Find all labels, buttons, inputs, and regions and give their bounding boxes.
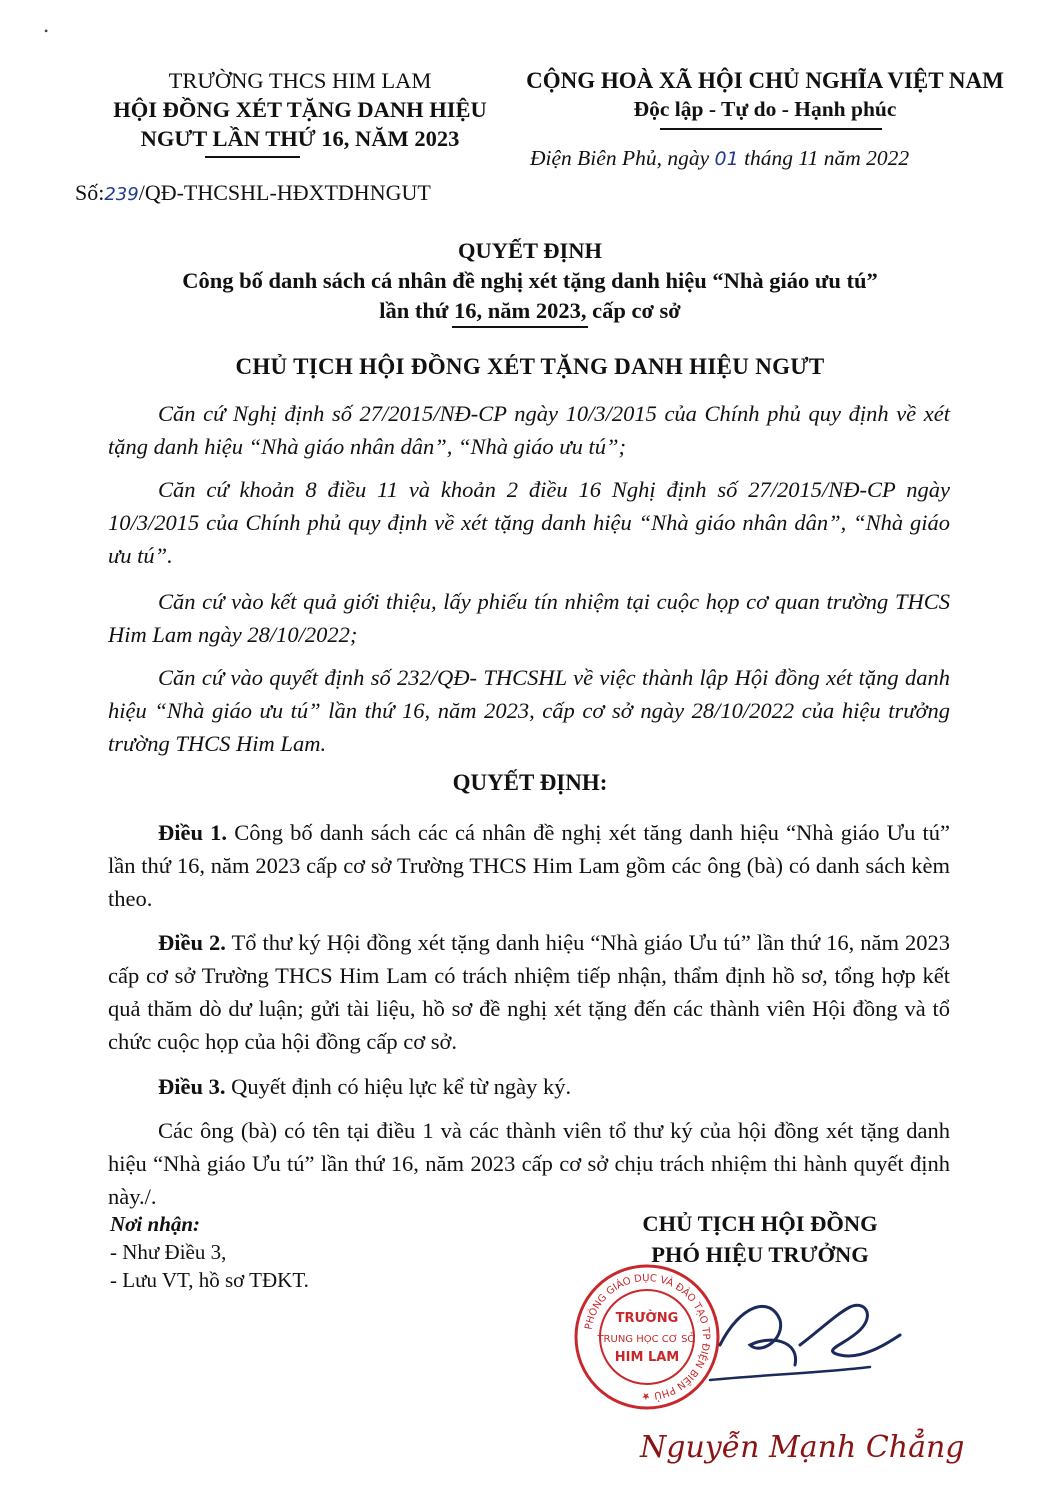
date-suffix: tháng 11 năm 2022: [744, 146, 910, 170]
authority-heading: CHỦ TỊCH HỘI ĐỒNG XÉT TẶNG DANH HIỆU NGƯT: [235, 354, 825, 379]
council-name-line1: HỘI ĐỒNG XÉT TẶNG DANH HIỆU: [113, 97, 487, 122]
council-name-line2: NGƯT LẦN THỨ 16, NĂM 2023: [140, 126, 460, 151]
basis-paragraph: Căn cứ Nghị định số 27/2015/NĐ-CP ngày 10/3/2015 của Chính phủ quy định về xét tặng danh hiệu “Nhà giáo nhân dân”, “Nhà giáo ưu tú”;: [108, 401, 950, 459]
handwritten-signature: [700, 1285, 920, 1385]
document-title: QUYẾT ĐỊNH: [458, 238, 602, 263]
basis-paragraph: Căn cứ vào kết quả giới thiệu, lấy phiếu tín nhiệm tại cuộc họp cơ quan trường THCS Him Lam ngày 28/10/2022;: [108, 589, 950, 647]
recipients-heading: Nơi nhận:: [110, 1212, 201, 1236]
document-title-block: [60, 236, 1000, 326]
article-2: [108, 926, 950, 1058]
doc-number-suffix: /QĐ-THCSHL-HĐXTDHNGUT: [138, 180, 431, 205]
decision-heading: QUYẾT ĐỊNH:: [452, 770, 608, 795]
signature-title-line1: CHỦ TỊCH HỘI ĐỒNG: [642, 1211, 878, 1236]
signature-title-line2: PHÓ HIỆU TRƯỞNG: [651, 1242, 869, 1267]
document-number: [75, 180, 431, 206]
basis-paragraph: Căn cứ khoản 8 điều 11 và khoản 2 điều 16 Nghị định số 27/2015/NĐ-CP ngày 10/3/2015 của Chính phủ quy định về xét tặng danh hiệu “Nhà giáo nhân dân”, “Nhà giáo ưu tú”.: [108, 477, 950, 568]
article-label: Điều 3.: [158, 1074, 226, 1099]
doc-number-prefix: Số:: [75, 180, 105, 205]
signature-title: [565, 1208, 955, 1270]
school-name: TRƯỜNG THCS HIM LAM: [168, 68, 432, 93]
closing-paragraph: Các ông (bà) có tên tại điều 1 và các thành viên tổ thư ký của hội đồng xét tặng danh hiệu “Nhà giáo Ưu tú” lần thứ 16, năm 2023 cấp cơ sở chịu trách nhiệm thi hành quyết định này./.: [108, 1118, 950, 1209]
date-day-handwritten: 01: [714, 148, 739, 170]
document-subtitle-line2: lần thứ 16, năm 2023, cấp cơ sở: [379, 298, 681, 323]
article-text: Quyết định có hiệu lực kể từ ngày ký.: [225, 1074, 572, 1099]
article-text: Tổ thư ký Hội đồng xét tặng danh hiệu “Nhà giáo Ưu tú” lần thứ 16, năm 2023 cấp cơ sở Trường THCS Him Lam có trách nhiệm tiếp nhận, thẩm định hồ sơ, tổng hợp kết quả thăm dò dư luận; gửi tài liệu, hồ sơ đề nghị xét tặng đến các thành viên Hội đồng và tổ chức cuộc họp của hội đồng cấp cơ sở.: [108, 930, 951, 1054]
title-underline: [452, 326, 588, 328]
issue-date: [530, 146, 909, 171]
national-motto: Độc lập - Tự do - Hạnh phúc: [633, 97, 897, 121]
recipients-block: [110, 1210, 309, 1294]
doc-number-handwritten: 239: [104, 184, 139, 205]
signer-name: Nguyễn Mạnh Chẳng: [640, 1430, 965, 1465]
issuer-underline: [205, 156, 300, 158]
article-label: Điều 2.: [158, 930, 226, 955]
svg-text:TRƯỜNG: TRƯỜNG: [615, 1311, 679, 1326]
national-header: [500, 66, 1030, 124]
scan-dot: •: [44, 24, 49, 38]
svg-text:PHÒNG GIÁO DỤC VÀ ĐÀO TẠO TP Đ: PHÒNG GIÁO DỤC VÀ ĐÀO TẠO TP ĐIỆN BIÊN PHỦ ★: [583, 1272, 712, 1402]
article-label: Điều 1.: [158, 820, 228, 845]
motto-underline: [660, 128, 882, 130]
recipient-item: - Lưu VT, hồ sơ TĐKT.: [110, 1268, 309, 1292]
article-1: [108, 816, 950, 915]
issuer-header: [60, 66, 540, 153]
svg-text:HIM LAM: HIM LAM: [614, 1350, 680, 1365]
basis-paragraph: Căn cứ vào quyết định số 232/QĐ- THCSHL về việc thành lập Hội đồng xét tặng danh hiệu “Nhà giáo ưu tú” lần thứ 16, năm 2023, cấp cơ sở ngày 28/10/2022 của hiệu trưởng trường THCS Him Lam.: [108, 665, 950, 756]
date-prefix: Điện Biên Phủ, ngày: [530, 146, 710, 170]
svg-text:TRUNG HỌC CƠ SỞ: TRUNG HỌC CƠ SỞ: [597, 1334, 697, 1345]
article-text: Công bố danh sách các cá nhân đề nghị xét tăng danh hiệu “Nhà giáo Ưu tú” lần thứ 16, năm 2023 cấp cơ sở Trường THCS Him Lam gồm các ông (bà) có danh sách kèm theo.: [108, 820, 950, 911]
document-subtitle-line1: Công bố danh sách cá nhân đề nghị xét tặng danh hiệu “Nhà giáo ưu tú”: [182, 268, 878, 293]
country-name: CỘNG HOÀ XÃ HỘI CHỦ NGHĨA VIỆT NAM: [526, 68, 1004, 93]
article-3: [108, 1070, 950, 1103]
recipient-item: - Như Điều 3,: [110, 1240, 227, 1264]
